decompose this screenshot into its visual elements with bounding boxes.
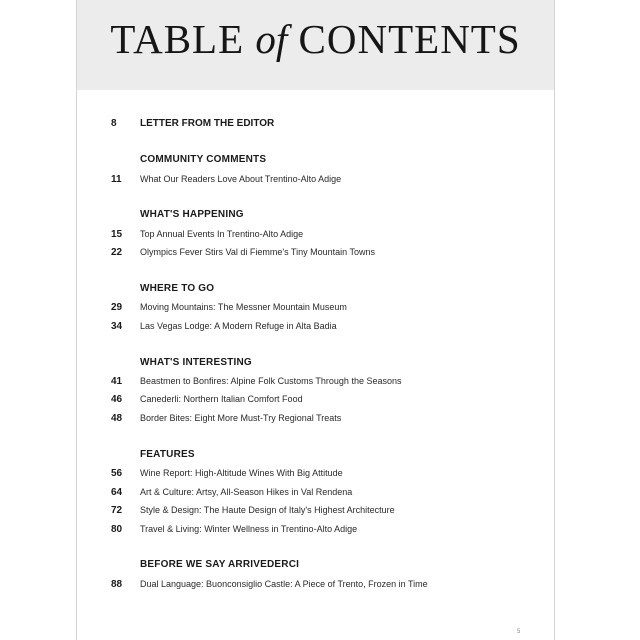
toc-page-number: 11: [111, 174, 122, 185]
toc-entry-title: Beastmen to Bonfires: Alpine Folk Customs Through the Seasons: [140, 376, 402, 386]
toc-page-number: 56: [111, 468, 123, 479]
toc-row[interactable]: [77, 393, 554, 406]
title-part-2: CONTENTS: [287, 16, 521, 62]
toc-row[interactable]: [77, 228, 554, 241]
toc-page-number: 48: [111, 413, 123, 424]
toc-row[interactable]: [77, 578, 554, 591]
toc-entry-title: Style & Design: The Haute Design of Italy's Highest Architecture: [140, 505, 395, 515]
document-page: [76, 0, 555, 640]
toc-entry-title: Dual Language: Buonconsiglio Castle: A Piece of Trento, Frozen in Time: [140, 579, 428, 589]
toc-page-number: 88: [111, 579, 123, 590]
toc-entry-title: Canederli: Northern Italian Comfort Food: [140, 394, 303, 404]
section-heading-arrivederci: BEFORE WE SAY ARRIVEDERCI: [140, 559, 300, 570]
toc-entry-title: Top Annual Events In Trentino-Alto Adige: [140, 229, 304, 239]
toc-page-number: 34: [111, 321, 123, 332]
toc-row-letter[interactable]: [77, 117, 554, 130]
toc-page-number: 29: [111, 302, 123, 313]
toc-entry-title: Moving Mountains: The Messner Mountain Museum: [140, 302, 347, 312]
toc-entry-title: Las Vegas Lodge: A Modern Refuge in Alta Badia: [140, 321, 337, 331]
toc-page-number: 22: [111, 247, 123, 258]
toc-entry-title: Travel & Living: Winter Wellness in Trentino-Alto Adige: [140, 524, 358, 534]
toc-row[interactable]: [77, 523, 554, 536]
page-title: [77, 14, 554, 64]
toc-page-number: 80: [111, 524, 123, 535]
toc-entry-title: Art & Culture: Artsy, All-Season Hikes in Val Rendena: [140, 487, 353, 497]
toc-entry-title: LETTER FROM THE EDITOR: [140, 118, 275, 129]
toc-entry-title: Olympics Fever Stirs Val di Fiemme's Tiny Mountain Towns: [140, 247, 375, 257]
toc-row[interactable]: [77, 301, 554, 314]
toc-row[interactable]: [77, 375, 554, 388]
toc-page-number: 41: [111, 376, 123, 387]
title-of: of: [255, 16, 288, 62]
toc-page-number: 46: [111, 394, 123, 405]
toc-row[interactable]: [77, 412, 554, 425]
header-band: [77, 0, 554, 90]
section-heading-where: WHERE TO GO: [140, 283, 215, 294]
footer-page-number: 5: [517, 629, 521, 635]
toc-row[interactable]: [77, 486, 554, 499]
toc-row[interactable]: [77, 320, 554, 333]
toc-page-number: 15: [111, 229, 123, 240]
toc-row[interactable]: [77, 467, 554, 480]
toc-entry-title: Wine Report: High-Altitude Wines With Big Attitude: [140, 468, 343, 478]
toc-row[interactable]: [77, 173, 554, 186]
toc-entry-title: What Our Readers Love About Trentino-Alto Adige: [140, 174, 342, 184]
title-part-1: TABLE: [110, 16, 256, 62]
toc-page-number: 8: [111, 118, 117, 129]
section-heading-community: COMMUNITY COMMENTS: [140, 154, 267, 165]
toc-page-number: 72: [111, 505, 123, 516]
toc-row[interactable]: [77, 246, 554, 259]
section-heading-happening: WHAT'S HAPPENING: [140, 209, 244, 220]
section-heading-interesting: WHAT'S INTERESTING: [140, 357, 252, 368]
toc-page-number: 64: [111, 487, 123, 498]
toc-entry-title: Border Bites: Eight More Must-Try Regional Treats: [140, 413, 342, 423]
toc-row[interactable]: [77, 504, 554, 517]
section-heading-features: FEATURES: [140, 449, 195, 460]
